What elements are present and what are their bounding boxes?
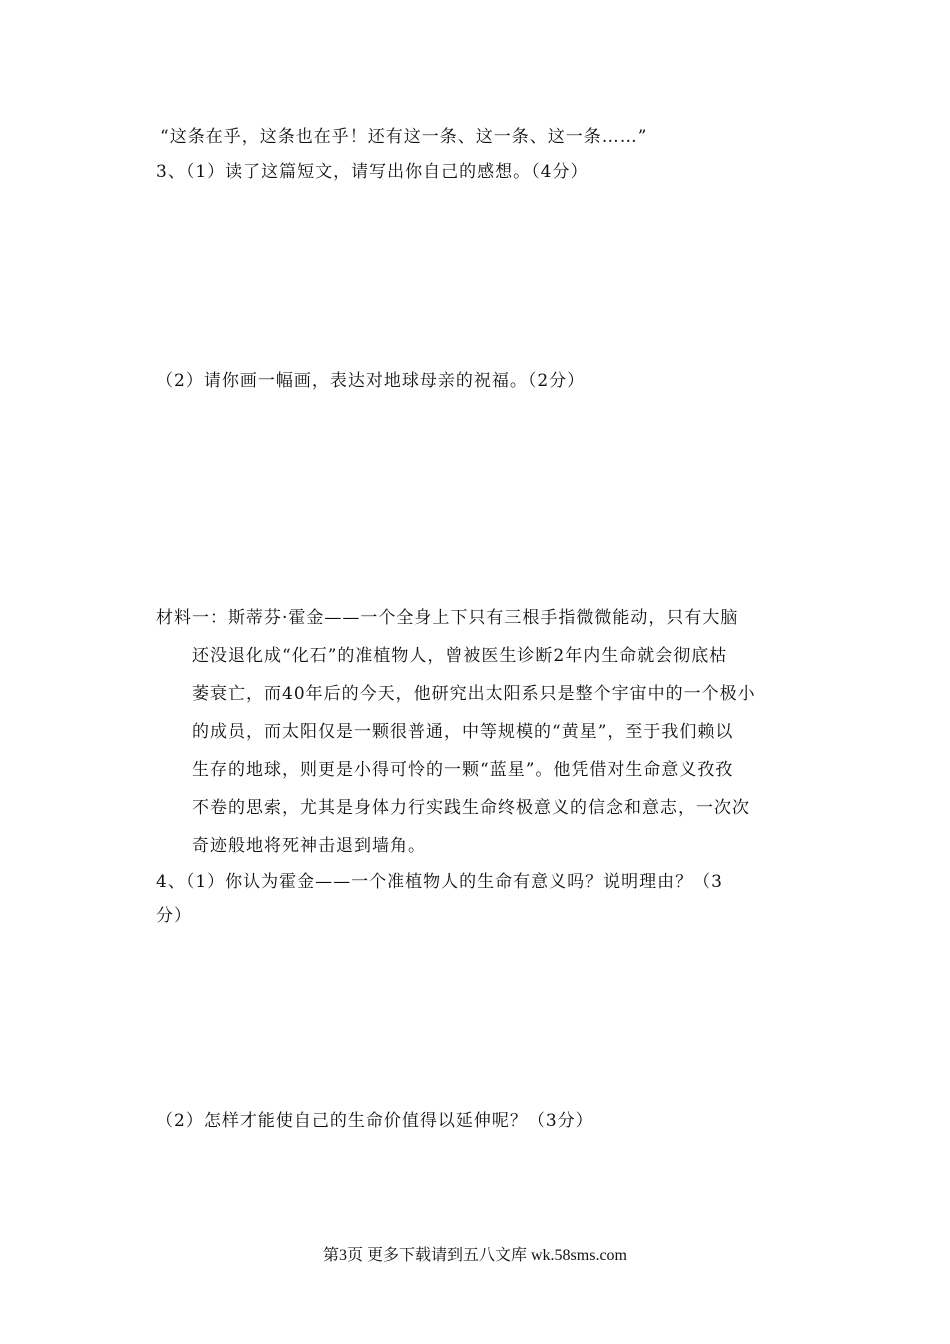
question-4-part-1-continued: 分）	[156, 906, 192, 926]
page-footer: 第3页 更多下载请到五八文库 wk.58sms.com	[322, 1247, 627, 1264]
material-line: 还没退化成“化石”的准植物人，曾被医生诊断2年内生命就会彻底枯	[192, 646, 728, 666]
story-closing-quote: “这条在乎，这条也在乎！还有这一条、这一条、这一条……”	[160, 127, 648, 147]
material-line: 材料一：斯蒂芬·霍金——一个全身上下只有三根手指微微能动，只有大脑	[156, 608, 739, 628]
material-line: 不卷的思索，尤其是身体力行实践生命终极意义的信念和意志，一次次	[192, 798, 750, 818]
material-line: 生存的地球，则更是小得可怜的一颗“蓝星”。他凭借对生命意义孜孜	[192, 760, 734, 780]
question-4-part-2: （2）怎样才能使自己的生命价值得以延伸呢？（3分）	[156, 1111, 594, 1131]
material-one-passage	[156, 607, 796, 873]
question-3-part-2: （2）请你画一幅画，表达对地球母亲的祝福。（2分）	[156, 371, 586, 391]
question-4-part-1: 4、（1）你认为霍金——一个准植物人的生命有意义吗？说明理由？（3	[156, 872, 723, 892]
material-line: 奇迹般地将死神击退到墙角。	[192, 836, 426, 856]
question-3-part-1: 3、（1）读了这篇短文，请写出你自己的感想。（4分）	[156, 162, 589, 182]
material-line: 萎衰亡，而40年后的今天，他研究出太阳系只是整个宇宙中的一个极小	[192, 684, 756, 704]
material-line: 的成员，而太阳仅是一颗很普通，中等规模的“黄星”，至于我们赖以	[192, 722, 734, 742]
